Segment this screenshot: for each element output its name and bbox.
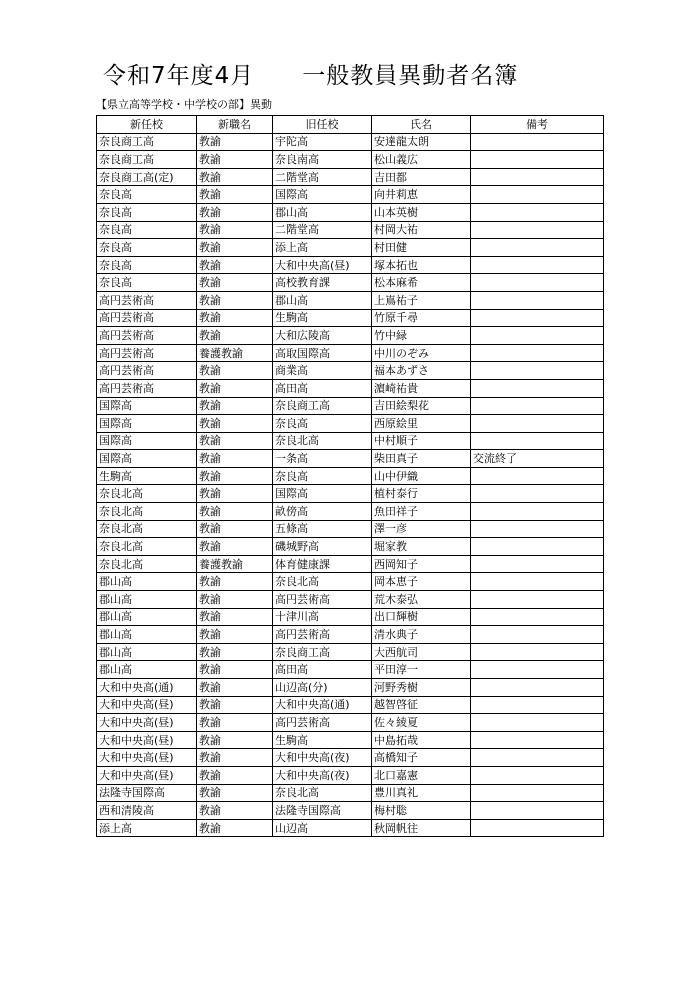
cell-new-school: 国際高 (97, 432, 197, 450)
cell-new-position: 教諭 (197, 643, 273, 661)
cell-previous-school: 奈良北高 (273, 573, 372, 591)
cell-new-position: 教諭 (197, 608, 273, 626)
cell-new-position: 教諭 (197, 379, 273, 397)
cell-remarks (471, 256, 604, 274)
cell-previous-school: 郡山高 (273, 203, 372, 221)
cell-new-school: 奈良商工高 (97, 133, 197, 151)
cell-name: 中村順子 (372, 432, 471, 450)
cell-name: 松本麻希 (372, 274, 471, 292)
cell-remarks (471, 291, 604, 309)
cell-name: 北口嘉憲 (372, 766, 471, 784)
cell-new-position: 教諭 (197, 766, 273, 784)
cell-new-position: 教諭 (197, 186, 273, 204)
cell-previous-school: 高円芸術高 (273, 714, 372, 732)
table-row (97, 415, 604, 433)
cell-new-school: 奈良北高 (97, 485, 197, 503)
cell-name: 向井莉恵 (372, 186, 471, 204)
cell-name: 荒木泰弘 (372, 591, 471, 609)
cell-name: 松山義広 (372, 151, 471, 169)
cell-previous-school: 大和中央高(昼) (273, 256, 372, 274)
cell-new-school: 奈良北高 (97, 555, 197, 573)
cell-name: 柴田真子 (372, 450, 471, 468)
cell-name: 澤一彦 (372, 520, 471, 538)
cell-new-position: 教諭 (197, 819, 273, 837)
cell-new-position: 教諭 (197, 327, 273, 345)
table-row (97, 784, 604, 802)
cell-new-school: 法隆寺国際高 (97, 784, 197, 802)
section-label: 【県立高等学校・中学校の部】異動 (96, 98, 272, 111)
cell-new-position: 教諭 (197, 661, 273, 679)
table-row (97, 766, 604, 784)
cell-previous-school: 郡山高 (273, 291, 372, 309)
cell-previous-school: 高校教育課 (273, 274, 372, 292)
table-row (97, 397, 604, 415)
cell-new-position: 教諭 (197, 221, 273, 239)
cell-previous-school: 大和中央高(通) (273, 696, 372, 714)
cell-previous-school: 奈良高 (273, 415, 372, 433)
cell-new-position: 教諭 (197, 168, 273, 186)
cell-name: 河野秀樹 (372, 679, 471, 697)
cell-new-school: 高円芸術高 (97, 291, 197, 309)
cell-name: 上嶌祐子 (372, 291, 471, 309)
cell-name: 平田淳一 (372, 661, 471, 679)
table-row (97, 256, 604, 274)
cell-previous-school: 大和広陵高 (273, 327, 372, 345)
cell-new-position: 教諭 (197, 133, 273, 151)
cell-new-position: 教諭 (197, 679, 273, 697)
cell-new-school: 大和中央高(昼) (97, 749, 197, 767)
cell-remarks (471, 503, 604, 521)
cell-name: 山中伊織 (372, 467, 471, 485)
cell-remarks (471, 221, 604, 239)
cell-remarks (471, 766, 604, 784)
cell-new-position: 教諭 (197, 591, 273, 609)
cell-remarks (471, 661, 604, 679)
cell-remarks (471, 362, 604, 380)
cell-new-school: 郡山高 (97, 643, 197, 661)
cell-remarks (471, 415, 604, 433)
page-title: 令和7年度4月 一般教員異動者名簿 (103, 63, 519, 89)
cell-new-position: 教諭 (197, 520, 273, 538)
cell-previous-school: 奈良商工高 (273, 397, 372, 415)
column-header-new-position: 新職名 (197, 116, 273, 134)
cell-new-school: 大和中央高(昼) (97, 731, 197, 749)
cell-new-school: 国際高 (97, 397, 197, 415)
cell-name: 秋岡帆往 (372, 819, 471, 837)
table-row (97, 802, 604, 820)
table-row (97, 432, 604, 450)
cell-new-position: 教諭 (197, 538, 273, 556)
cell-name: 出口輝樹 (372, 608, 471, 626)
cell-new-position: 教諭 (197, 256, 273, 274)
cell-previous-school: 一条高 (273, 450, 372, 468)
cell-previous-school: 十津川高 (273, 608, 372, 626)
cell-new-position: 教諭 (197, 467, 273, 485)
cell-remarks (471, 555, 604, 573)
cell-remarks (471, 784, 604, 802)
cell-new-school: 大和中央高(昼) (97, 766, 197, 784)
cell-remarks (471, 186, 604, 204)
cell-new-position: 教諭 (197, 239, 273, 257)
cell-previous-school: 山辺高 (273, 819, 372, 837)
table-row (97, 327, 604, 345)
cell-new-school: 国際高 (97, 415, 197, 433)
table-row (97, 239, 604, 257)
table-row (97, 538, 604, 556)
cell-new-school: 高円芸術高 (97, 327, 197, 345)
table-row (97, 133, 604, 151)
cell-new-school: 奈良北高 (97, 538, 197, 556)
table-row (97, 450, 604, 468)
table-header-row (97, 116, 604, 134)
cell-name: 福本あずさ (372, 362, 471, 380)
cell-new-school: 大和中央高(昼) (97, 696, 197, 714)
cell-remarks (471, 749, 604, 767)
table-row (97, 362, 604, 380)
table-row (97, 643, 604, 661)
table-row (97, 731, 604, 749)
cell-new-school: 奈良商工高(定) (97, 168, 197, 186)
table-row (97, 503, 604, 521)
table-row (97, 221, 604, 239)
cell-previous-school: 法隆寺国際高 (273, 802, 372, 820)
cell-remarks (471, 643, 604, 661)
cell-previous-school: 二階堂高 (273, 221, 372, 239)
table-row (97, 679, 604, 697)
cell-name: 魚田祥子 (372, 503, 471, 521)
cell-new-position: 教諭 (197, 485, 273, 503)
cell-new-school: 郡山高 (97, 573, 197, 591)
cell-remarks (471, 467, 604, 485)
cell-new-school: 奈良北高 (97, 520, 197, 538)
cell-remarks (471, 239, 604, 257)
cell-new-school: 奈良商工高 (97, 151, 197, 169)
cell-new-position: 教諭 (197, 696, 273, 714)
cell-previous-school: 奈良高 (273, 467, 372, 485)
cell-new-school: 奈良高 (97, 256, 197, 274)
table-row (97, 608, 604, 626)
cell-previous-school: 畝傍高 (273, 503, 372, 521)
column-header-name: 氏名 (372, 116, 471, 134)
cell-name: 中島拓哉 (372, 731, 471, 749)
cell-remarks (471, 379, 604, 397)
cell-name: 豊川真礼 (372, 784, 471, 802)
column-header-remarks: 備考 (471, 116, 604, 134)
cell-remarks (471, 327, 604, 345)
cell-remarks (471, 573, 604, 591)
table-row (97, 309, 604, 327)
cell-name: 大西航司 (372, 643, 471, 661)
cell-remarks: 交流終了 (471, 450, 604, 468)
cell-remarks (471, 133, 604, 151)
cell-remarks (471, 696, 604, 714)
cell-new-position: 教諭 (197, 802, 273, 820)
table-row (97, 485, 604, 503)
column-header-previous-school: 旧任校 (273, 116, 372, 134)
table-row (97, 203, 604, 221)
table-row (97, 591, 604, 609)
cell-new-school: 添上高 (97, 819, 197, 837)
cell-new-position: 教諭 (197, 714, 273, 732)
cell-new-position: 教諭 (197, 151, 273, 169)
table-row (97, 467, 604, 485)
cell-name: 植村泰行 (372, 485, 471, 503)
cell-name: 安達龍太朗 (372, 133, 471, 151)
cell-new-position: 教諭 (197, 203, 273, 221)
cell-name: 吉田絵梨花 (372, 397, 471, 415)
cell-new-school: 郡山高 (97, 591, 197, 609)
cell-previous-school: 奈良北高 (273, 432, 372, 450)
cell-new-position: 教諭 (197, 626, 273, 644)
cell-new-school: 大和中央高(昼) (97, 714, 197, 732)
cell-new-school: 奈良高 (97, 203, 197, 221)
cell-new-school: 奈良高 (97, 221, 197, 239)
cell-new-school: 奈良高 (97, 239, 197, 257)
table-row (97, 344, 604, 362)
cell-remarks (471, 168, 604, 186)
cell-new-position: 教諭 (197, 573, 273, 591)
cell-previous-school: 磯城野高 (273, 538, 372, 556)
table-row (97, 520, 604, 538)
cell-name: 西原絵里 (372, 415, 471, 433)
cell-previous-school: 二階堂高 (273, 168, 372, 186)
cell-remarks (471, 591, 604, 609)
cell-previous-school: 添上高 (273, 239, 372, 257)
cell-remarks (471, 344, 604, 362)
cell-new-position: 教諭 (197, 450, 273, 468)
cell-new-position: 教諭 (197, 432, 273, 450)
cell-name: 梅村聡 (372, 802, 471, 820)
cell-new-position: 教諭 (197, 362, 273, 380)
cell-name: 塚本拓也 (372, 256, 471, 274)
cell-previous-school: 高円芸術高 (273, 626, 372, 644)
cell-remarks (471, 309, 604, 327)
cell-new-school: 高円芸術高 (97, 309, 197, 327)
cell-name: 高橋知子 (372, 749, 471, 767)
cell-previous-school: 五條高 (273, 520, 372, 538)
cell-remarks (471, 538, 604, 556)
cell-new-school: 郡山高 (97, 661, 197, 679)
cell-name: 岡本恵子 (372, 573, 471, 591)
cell-name: 佐々綾夏 (372, 714, 471, 732)
cell-new-school: 西和清陵高 (97, 802, 197, 820)
cell-previous-school: 高取国際高 (273, 344, 372, 362)
cell-previous-school: 生駒高 (273, 731, 372, 749)
table-row (97, 379, 604, 397)
cell-previous-school: 高円芸術高 (273, 591, 372, 609)
cell-name: 清水典子 (372, 626, 471, 644)
cell-new-position: 教諭 (197, 309, 273, 327)
cell-remarks (471, 203, 604, 221)
cell-name: 村岡大祐 (372, 221, 471, 239)
cell-previous-school: 高田高 (273, 661, 372, 679)
table-body (97, 133, 604, 837)
table-row (97, 626, 604, 644)
cell-new-position: 教諭 (197, 415, 273, 433)
cell-name: 村田健 (372, 239, 471, 257)
cell-new-position: 教諭 (197, 784, 273, 802)
cell-remarks (471, 714, 604, 732)
cell-remarks (471, 397, 604, 415)
table-row (97, 573, 604, 591)
table-row (97, 555, 604, 573)
cell-remarks (471, 151, 604, 169)
cell-new-school: 奈良高 (97, 274, 197, 292)
table-row (97, 819, 604, 837)
cell-new-school: 高円芸術高 (97, 379, 197, 397)
cell-new-position: 教諭 (197, 291, 273, 309)
cell-new-school: 国際高 (97, 450, 197, 468)
cell-new-school: 高円芸術高 (97, 362, 197, 380)
table-row (97, 714, 604, 732)
cell-new-position: 教諭 (197, 397, 273, 415)
transfer-table (96, 115, 604, 837)
cell-new-position: 養護教諭 (197, 555, 273, 573)
cell-name: 山本英樹 (372, 203, 471, 221)
cell-previous-school: 大和中央高(夜) (273, 749, 372, 767)
cell-previous-school: 体育健康課 (273, 555, 372, 573)
cell-name: 吉田都 (372, 168, 471, 186)
cell-remarks (471, 819, 604, 837)
cell-new-school: 奈良高 (97, 186, 197, 204)
cell-previous-school: 奈良商工高 (273, 643, 372, 661)
cell-new-school: 高円芸術高 (97, 344, 197, 362)
cell-new-school: 郡山高 (97, 626, 197, 644)
cell-remarks (471, 520, 604, 538)
cell-previous-school: 山辺高(分) (273, 679, 372, 697)
cell-previous-school: 国際高 (273, 186, 372, 204)
cell-new-school: 奈良北高 (97, 503, 197, 521)
cell-previous-school: 大和中央高(夜) (273, 766, 372, 784)
cell-remarks (471, 802, 604, 820)
table-row (97, 168, 604, 186)
cell-name: 中川のぞみ (372, 344, 471, 362)
table-row (97, 696, 604, 714)
table-row (97, 749, 604, 767)
cell-name: 竹中緑 (372, 327, 471, 345)
cell-remarks (471, 485, 604, 503)
cell-new-position: 教諭 (197, 274, 273, 292)
cell-name: 西岡知子 (372, 555, 471, 573)
cell-new-position: 養護教諭 (197, 344, 273, 362)
cell-previous-school: 高田高 (273, 379, 372, 397)
table-row (97, 291, 604, 309)
cell-previous-school: 宇陀高 (273, 133, 372, 151)
cell-previous-school: 生駒高 (273, 309, 372, 327)
column-header-new-school: 新任校 (97, 116, 197, 134)
cell-previous-school: 国際高 (273, 485, 372, 503)
cell-new-school: 郡山高 (97, 608, 197, 626)
cell-previous-school: 商業高 (273, 362, 372, 380)
cell-remarks (471, 274, 604, 292)
table-row (97, 186, 604, 204)
cell-new-position: 教諭 (197, 731, 273, 749)
cell-name: 濵崎祐貴 (372, 379, 471, 397)
cell-name: 竹原千尋 (372, 309, 471, 327)
table-row (97, 661, 604, 679)
cell-remarks (471, 679, 604, 697)
cell-remarks (471, 432, 604, 450)
cell-new-position: 教諭 (197, 749, 273, 767)
cell-new-school: 大和中央高(通) (97, 679, 197, 697)
cell-name: 堀家教 (372, 538, 471, 556)
cell-previous-school: 奈良南高 (273, 151, 372, 169)
cell-remarks (471, 626, 604, 644)
table-row (97, 274, 604, 292)
table-row (97, 151, 604, 169)
cell-new-school: 生駒高 (97, 467, 197, 485)
cell-previous-school: 奈良北高 (273, 784, 372, 802)
cell-new-position: 教諭 (197, 503, 273, 521)
cell-name: 越智啓征 (372, 696, 471, 714)
cell-remarks (471, 608, 604, 626)
cell-remarks (471, 731, 604, 749)
